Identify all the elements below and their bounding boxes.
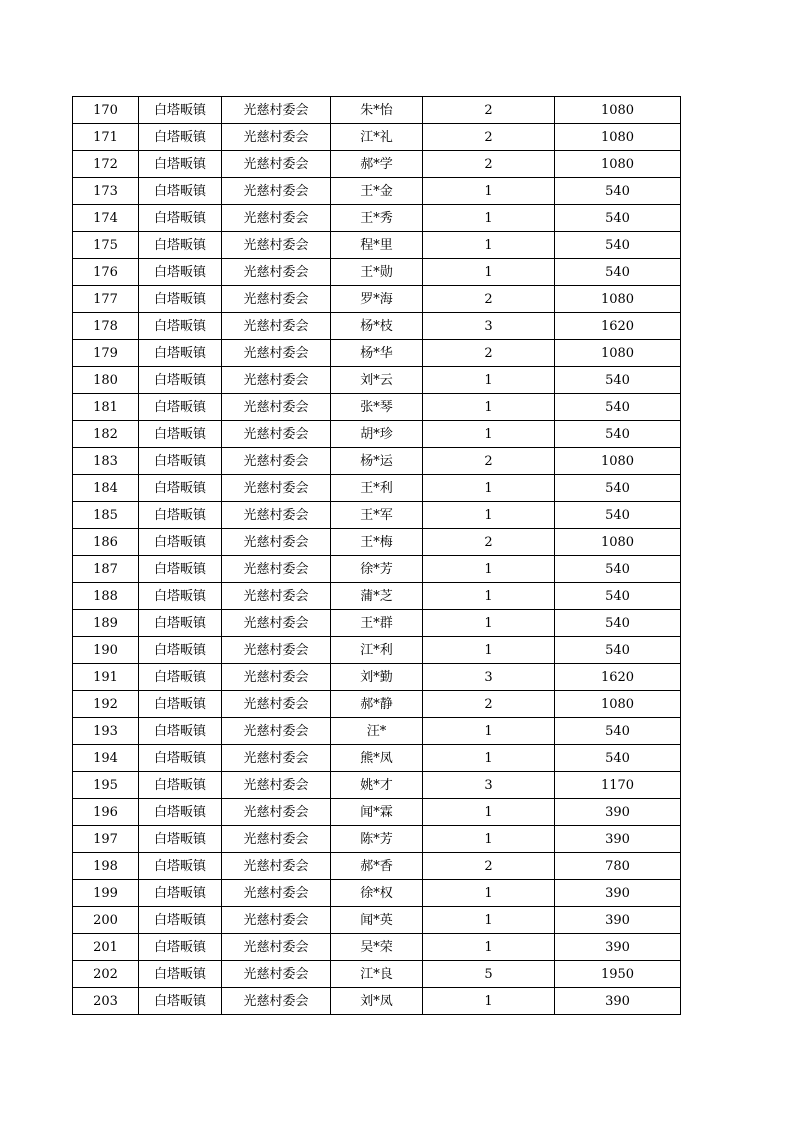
person-count-cell: 2 — [423, 286, 555, 313]
town-cell: 白塔畈镇 — [139, 691, 222, 718]
town-cell: 白塔畈镇 — [139, 664, 222, 691]
amount-cell: 540 — [555, 259, 681, 286]
person-count-cell: 2 — [423, 124, 555, 151]
amount-cell: 540 — [555, 205, 681, 232]
amount-cell: 1620 — [555, 313, 681, 340]
town-cell: 白塔畈镇 — [139, 907, 222, 934]
village-committee-cell: 光慈村委会 — [222, 880, 331, 907]
person-name-cell: 郝*香 — [331, 853, 423, 880]
person-name-cell: 闻*霖 — [331, 799, 423, 826]
town-cell: 白塔畈镇 — [139, 286, 222, 313]
town-cell: 白塔畈镇 — [139, 448, 222, 475]
person-name-cell: 杨*运 — [331, 448, 423, 475]
amount-cell: 1080 — [555, 340, 681, 367]
village-committee-cell: 光慈村委会 — [222, 718, 331, 745]
person-name-cell: 姚*才 — [331, 772, 423, 799]
person-name-cell: 罗*海 — [331, 286, 423, 313]
table-row — [73, 502, 681, 529]
person-name-cell: 刘*云 — [331, 367, 423, 394]
row-number-cell: 180 — [73, 367, 139, 394]
town-cell: 白塔畈镇 — [139, 583, 222, 610]
town-cell: 白塔畈镇 — [139, 529, 222, 556]
person-name-cell: 江*利 — [331, 637, 423, 664]
row-number-cell: 183 — [73, 448, 139, 475]
person-name-cell: 王*军 — [331, 502, 423, 529]
town-cell: 白塔畈镇 — [139, 259, 222, 286]
row-number-cell: 185 — [73, 502, 139, 529]
table-row — [73, 178, 681, 205]
person-name-cell: 徐*权 — [331, 880, 423, 907]
town-cell: 白塔畈镇 — [139, 421, 222, 448]
row-number-cell: 187 — [73, 556, 139, 583]
town-cell: 白塔畈镇 — [139, 772, 222, 799]
town-cell: 白塔畈镇 — [139, 124, 222, 151]
person-name-cell: 王*秀 — [331, 205, 423, 232]
person-count-cell: 1 — [423, 745, 555, 772]
table-row — [73, 637, 681, 664]
amount-cell: 540 — [555, 502, 681, 529]
row-number-cell: 171 — [73, 124, 139, 151]
amount-cell: 540 — [555, 610, 681, 637]
village-committee-cell: 光慈村委会 — [222, 151, 331, 178]
person-count-cell: 2 — [423, 529, 555, 556]
village-committee-cell: 光慈村委会 — [222, 286, 331, 313]
row-number-cell: 170 — [73, 97, 139, 124]
person-count-cell: 1 — [423, 259, 555, 286]
town-cell: 白塔畈镇 — [139, 475, 222, 502]
person-count-cell: 2 — [423, 97, 555, 124]
amount-cell: 1080 — [555, 151, 681, 178]
amount-cell: 1080 — [555, 691, 681, 718]
person-name-cell: 郝*学 — [331, 151, 423, 178]
person-count-cell: 1 — [423, 178, 555, 205]
village-committee-cell: 光慈村委会 — [222, 907, 331, 934]
person-count-cell: 1 — [423, 205, 555, 232]
village-committee-cell: 光慈村委会 — [222, 637, 331, 664]
table-row — [73, 394, 681, 421]
amount-cell: 390 — [555, 988, 681, 1015]
table-row — [73, 934, 681, 961]
table-row — [73, 232, 681, 259]
row-number-cell: 202 — [73, 961, 139, 988]
village-committee-cell: 光慈村委会 — [222, 367, 331, 394]
village-committee-cell: 光慈村委会 — [222, 961, 331, 988]
person-name-cell: 张*琴 — [331, 394, 423, 421]
town-cell: 白塔畈镇 — [139, 610, 222, 637]
row-number-cell: 200 — [73, 907, 139, 934]
amount-cell: 540 — [555, 745, 681, 772]
row-number-cell: 199 — [73, 880, 139, 907]
person-name-cell: 王*利 — [331, 475, 423, 502]
row-number-cell: 201 — [73, 934, 139, 961]
village-committee-cell: 光慈村委会 — [222, 988, 331, 1015]
table-row — [73, 664, 681, 691]
person-name-cell: 江*礼 — [331, 124, 423, 151]
person-count-cell: 1 — [423, 718, 555, 745]
village-committee-cell: 光慈村委会 — [222, 421, 331, 448]
person-count-cell: 1 — [423, 583, 555, 610]
table-row — [73, 340, 681, 367]
amount-cell: 1080 — [555, 448, 681, 475]
person-count-cell: 1 — [423, 394, 555, 421]
person-count-cell: 2 — [423, 151, 555, 178]
amount-cell: 1170 — [555, 772, 681, 799]
row-number-cell: 190 — [73, 637, 139, 664]
town-cell: 白塔畈镇 — [139, 961, 222, 988]
amount-cell: 540 — [555, 637, 681, 664]
table-row — [73, 610, 681, 637]
village-committee-cell: 光慈村委会 — [222, 178, 331, 205]
table-row — [73, 799, 681, 826]
amount-cell: 540 — [555, 475, 681, 502]
table-row — [73, 772, 681, 799]
person-name-cell: 王*金 — [331, 178, 423, 205]
village-committee-cell: 光慈村委会 — [222, 313, 331, 340]
table-row — [73, 691, 681, 718]
person-count-cell: 1 — [423, 637, 555, 664]
amount-cell: 540 — [555, 178, 681, 205]
person-name-cell: 江*良 — [331, 961, 423, 988]
person-name-cell: 王*梅 — [331, 529, 423, 556]
table-row — [73, 151, 681, 178]
table-row — [73, 313, 681, 340]
amount-cell: 390 — [555, 934, 681, 961]
person-name-cell: 胡*珍 — [331, 421, 423, 448]
village-committee-cell: 光慈村委会 — [222, 583, 331, 610]
town-cell: 白塔畈镇 — [139, 745, 222, 772]
row-number-cell: 186 — [73, 529, 139, 556]
village-committee-cell: 光慈村委会 — [222, 556, 331, 583]
person-name-cell: 刘*勤 — [331, 664, 423, 691]
village-committee-cell: 光慈村委会 — [222, 853, 331, 880]
amount-cell: 540 — [555, 718, 681, 745]
person-count-cell: 2 — [423, 340, 555, 367]
amount-cell: 390 — [555, 799, 681, 826]
row-number-cell: 174 — [73, 205, 139, 232]
village-committee-cell: 光慈村委会 — [222, 124, 331, 151]
person-count-cell: 1 — [423, 988, 555, 1015]
town-cell: 白塔畈镇 — [139, 826, 222, 853]
person-count-cell: 1 — [423, 907, 555, 934]
table-row — [73, 448, 681, 475]
table-row — [73, 745, 681, 772]
row-number-cell: 193 — [73, 718, 139, 745]
village-committee-cell: 光慈村委会 — [222, 475, 331, 502]
table-row — [73, 718, 681, 745]
row-number-cell: 184 — [73, 475, 139, 502]
row-number-cell: 203 — [73, 988, 139, 1015]
person-name-cell: 郝*静 — [331, 691, 423, 718]
table-row — [73, 286, 681, 313]
village-committee-cell: 光慈村委会 — [222, 394, 331, 421]
town-cell: 白塔畈镇 — [139, 853, 222, 880]
table-row — [73, 421, 681, 448]
person-count-cell: 1 — [423, 880, 555, 907]
person-count-cell: 1 — [423, 799, 555, 826]
town-cell: 白塔畈镇 — [139, 97, 222, 124]
person-name-cell: 徐*芳 — [331, 556, 423, 583]
row-number-cell: 191 — [73, 664, 139, 691]
person-name-cell: 刘*凤 — [331, 988, 423, 1015]
town-cell: 白塔畈镇 — [139, 880, 222, 907]
amount-cell: 1620 — [555, 664, 681, 691]
row-number-cell: 188 — [73, 583, 139, 610]
row-number-cell: 177 — [73, 286, 139, 313]
person-count-cell: 2 — [423, 853, 555, 880]
town-cell: 白塔畈镇 — [139, 637, 222, 664]
town-cell: 白塔畈镇 — [139, 151, 222, 178]
town-cell: 白塔畈镇 — [139, 718, 222, 745]
person-name-cell: 闻*英 — [331, 907, 423, 934]
table-row — [73, 826, 681, 853]
table-row — [73, 880, 681, 907]
amount-cell: 540 — [555, 556, 681, 583]
amount-cell: 540 — [555, 421, 681, 448]
row-number-cell: 197 — [73, 826, 139, 853]
amount-cell: 540 — [555, 394, 681, 421]
person-count-cell: 1 — [423, 610, 555, 637]
table-row — [73, 259, 681, 286]
village-committee-cell: 光慈村委会 — [222, 691, 331, 718]
village-committee-cell: 光慈村委会 — [222, 529, 331, 556]
town-cell: 白塔畈镇 — [139, 394, 222, 421]
amount-cell: 540 — [555, 367, 681, 394]
row-number-cell: 189 — [73, 610, 139, 637]
town-cell: 白塔畈镇 — [139, 799, 222, 826]
table-row — [73, 97, 681, 124]
person-count-cell: 1 — [423, 502, 555, 529]
town-cell: 白塔畈镇 — [139, 367, 222, 394]
table-row — [73, 907, 681, 934]
row-number-cell: 198 — [73, 853, 139, 880]
table-row — [73, 556, 681, 583]
person-name-cell: 蒲*芝 — [331, 583, 423, 610]
village-committee-cell: 光慈村委会 — [222, 745, 331, 772]
table-row — [73, 583, 681, 610]
village-committee-cell: 光慈村委会 — [222, 826, 331, 853]
person-name-cell: 程*里 — [331, 232, 423, 259]
amount-cell: 540 — [555, 232, 681, 259]
table-row — [73, 205, 681, 232]
village-committee-cell: 光慈村委会 — [222, 502, 331, 529]
village-committee-cell: 光慈村委会 — [222, 340, 331, 367]
person-name-cell: 杨*枝 — [331, 313, 423, 340]
person-count-cell: 3 — [423, 664, 555, 691]
amount-cell: 390 — [555, 907, 681, 934]
data-table — [72, 96, 681, 1015]
table-row — [73, 988, 681, 1015]
person-count-cell: 3 — [423, 313, 555, 340]
amount-cell: 1080 — [555, 124, 681, 151]
row-number-cell: 181 — [73, 394, 139, 421]
table-row — [73, 961, 681, 988]
village-committee-cell: 光慈村委会 — [222, 799, 331, 826]
table-row — [73, 853, 681, 880]
row-number-cell: 182 — [73, 421, 139, 448]
table-row — [73, 367, 681, 394]
town-cell: 白塔畈镇 — [139, 502, 222, 529]
person-name-cell: 王*勋 — [331, 259, 423, 286]
person-count-cell: 1 — [423, 367, 555, 394]
row-number-cell: 173 — [73, 178, 139, 205]
village-committee-cell: 光慈村委会 — [222, 205, 331, 232]
row-number-cell: 192 — [73, 691, 139, 718]
amount-cell: 540 — [555, 583, 681, 610]
person-count-cell: 1 — [423, 232, 555, 259]
row-number-cell: 179 — [73, 340, 139, 367]
table-body — [73, 97, 681, 1015]
person-count-cell: 3 — [423, 772, 555, 799]
row-number-cell: 194 — [73, 745, 139, 772]
person-name-cell: 王*群 — [331, 610, 423, 637]
town-cell: 白塔畈镇 — [139, 232, 222, 259]
town-cell: 白塔畈镇 — [139, 934, 222, 961]
row-number-cell: 175 — [73, 232, 139, 259]
town-cell: 白塔畈镇 — [139, 313, 222, 340]
person-count-cell: 1 — [423, 421, 555, 448]
village-committee-cell: 光慈村委会 — [222, 232, 331, 259]
person-count-cell: 1 — [423, 826, 555, 853]
row-number-cell: 178 — [73, 313, 139, 340]
table-row — [73, 124, 681, 151]
person-name-cell: 熊*凤 — [331, 745, 423, 772]
person-count-cell: 2 — [423, 448, 555, 475]
amount-cell: 780 — [555, 853, 681, 880]
person-name-cell: 吴*荣 — [331, 934, 423, 961]
amount-cell: 1080 — [555, 97, 681, 124]
person-count-cell: 1 — [423, 475, 555, 502]
row-number-cell: 176 — [73, 259, 139, 286]
town-cell: 白塔畈镇 — [139, 556, 222, 583]
town-cell: 白塔畈镇 — [139, 178, 222, 205]
town-cell: 白塔畈镇 — [139, 340, 222, 367]
village-committee-cell: 光慈村委会 — [222, 259, 331, 286]
village-committee-cell: 光慈村委会 — [222, 664, 331, 691]
table-row — [73, 529, 681, 556]
person-count-cell: 1 — [423, 556, 555, 583]
person-name-cell: 汪* — [331, 718, 423, 745]
row-number-cell: 172 — [73, 151, 139, 178]
amount-cell: 390 — [555, 826, 681, 853]
person-count-cell: 2 — [423, 691, 555, 718]
person-count-cell: 1 — [423, 934, 555, 961]
village-committee-cell: 光慈村委会 — [222, 448, 331, 475]
row-number-cell: 195 — [73, 772, 139, 799]
amount-cell: 1080 — [555, 529, 681, 556]
village-committee-cell: 光慈村委会 — [222, 772, 331, 799]
amount-cell: 390 — [555, 880, 681, 907]
amount-cell: 1080 — [555, 286, 681, 313]
town-cell: 白塔畈镇 — [139, 205, 222, 232]
village-committee-cell: 光慈村委会 — [222, 934, 331, 961]
person-count-cell: 5 — [423, 961, 555, 988]
village-committee-cell: 光慈村委会 — [222, 97, 331, 124]
village-committee-cell: 光慈村委会 — [222, 610, 331, 637]
town-cell: 白塔畈镇 — [139, 988, 222, 1015]
person-name-cell: 朱*怡 — [331, 97, 423, 124]
table-row — [73, 475, 681, 502]
row-number-cell: 196 — [73, 799, 139, 826]
person-name-cell: 杨*华 — [331, 340, 423, 367]
person-name-cell: 陈*芳 — [331, 826, 423, 853]
amount-cell: 1950 — [555, 961, 681, 988]
